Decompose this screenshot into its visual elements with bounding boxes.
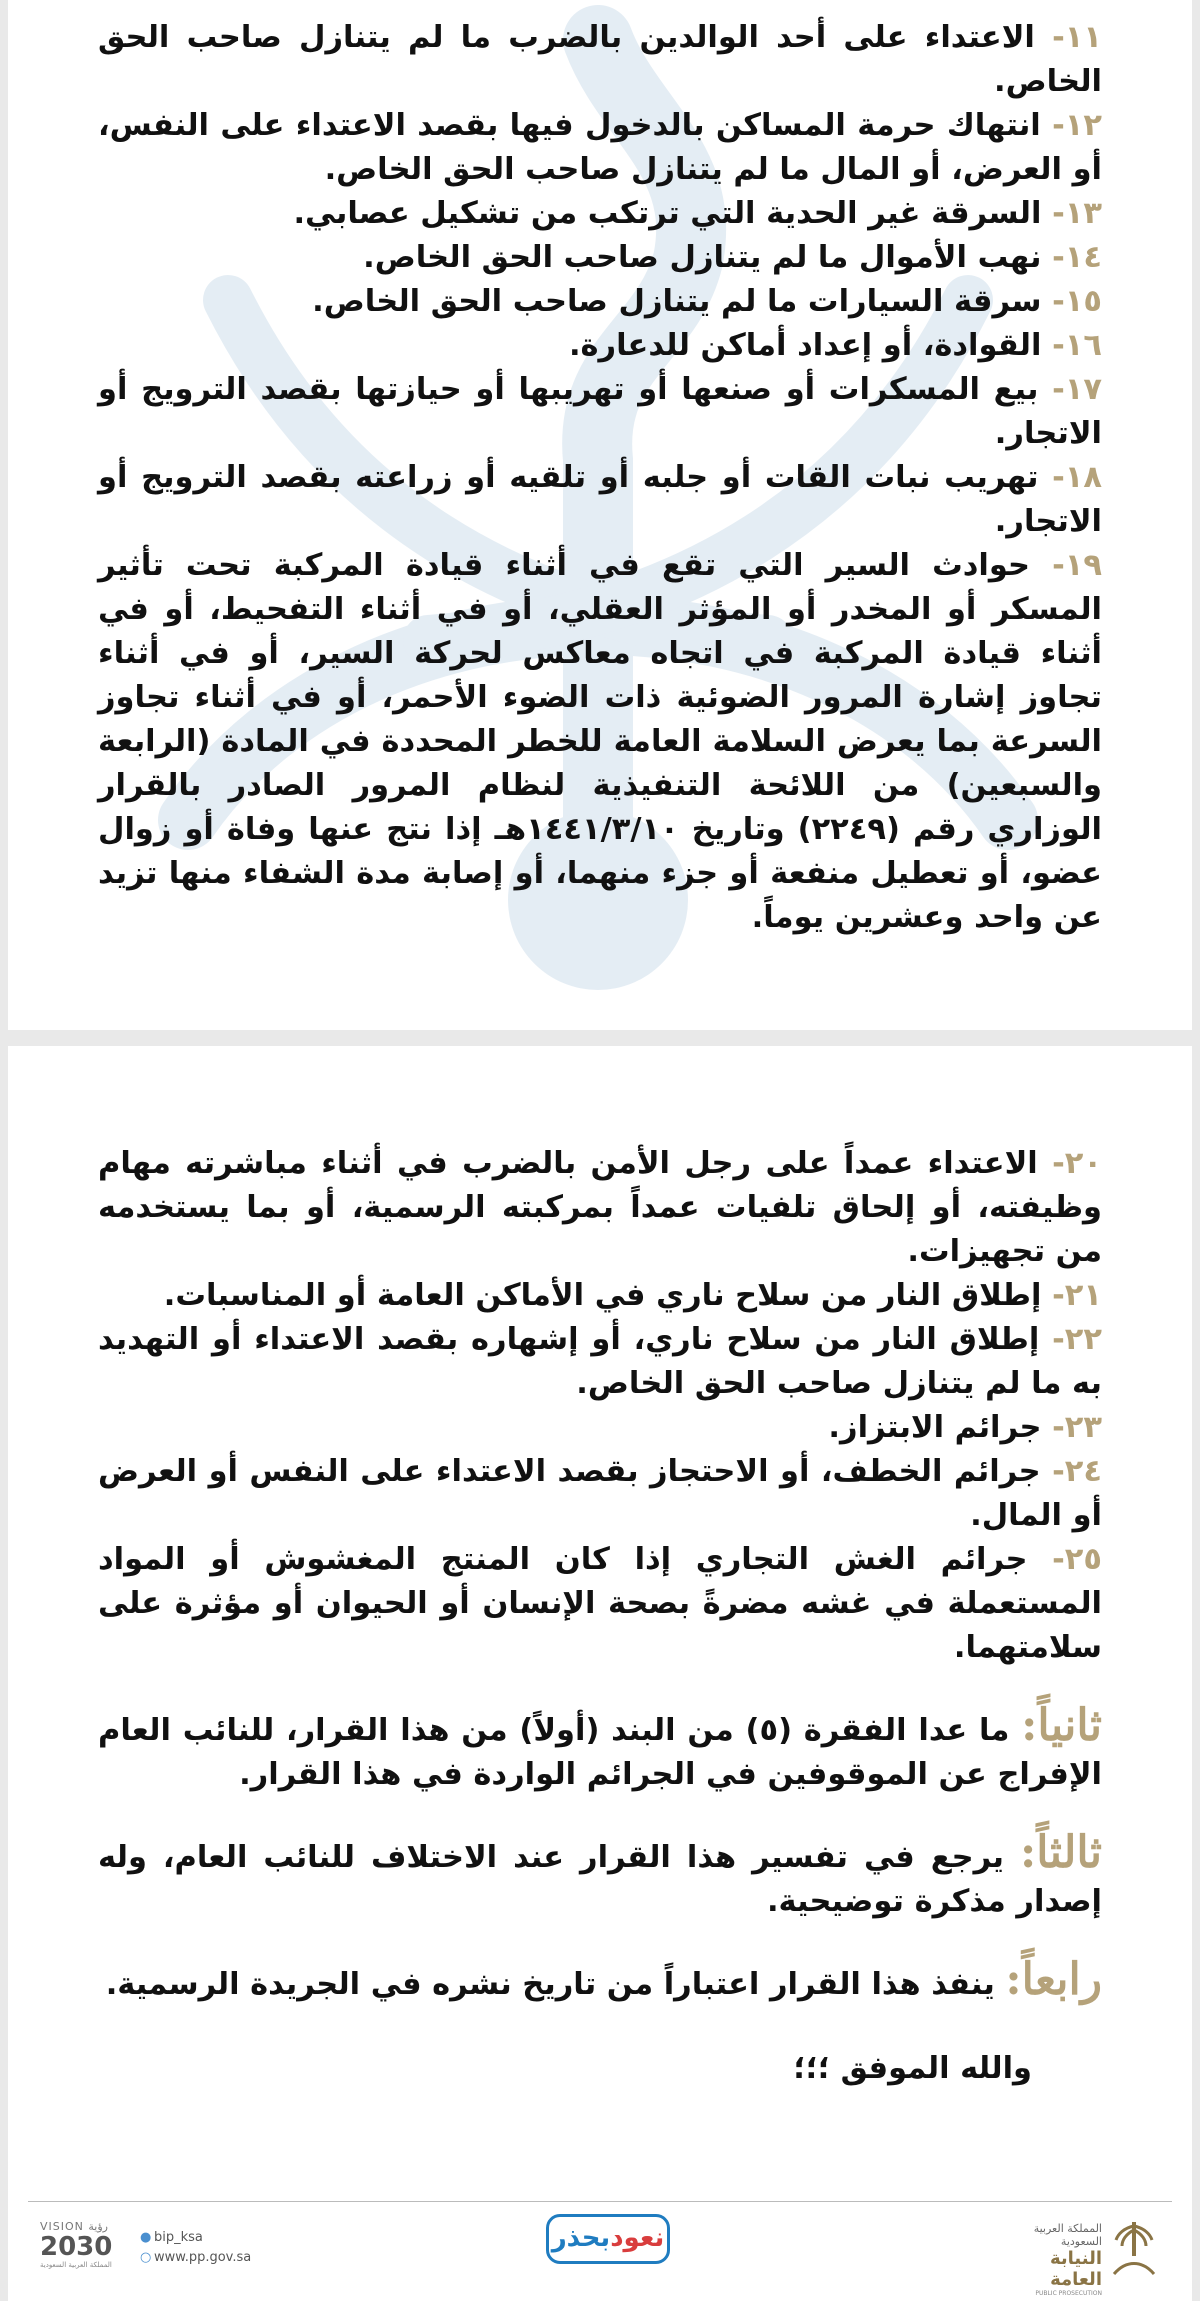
vision-2030-logo: VISION رؤية 2030 المملكة العربية السعودية	[40, 2220, 113, 2269]
section-fourth: رابعاً: ينفذ هذا القرار اعتباراً من تاريخ نشره في الجريدة الرسمية.	[105, 1954, 1102, 2005]
list-item: ٢١- إطلاق النار من سلاح ناري في الأماكن العامة أو المناسبات.	[163, 1278, 1102, 1313]
section-third: ثالثاً: يرجع في تفسير هذا القرار عند الاختلاف للنائب العام، وله إصدار مذكرة توضيحية.	[98, 1827, 1102, 1919]
decision-items-list-2	[98, 1142, 1102, 2091]
list-item: ١٦- القوادة، أو إعداد أماكن للدعارة.	[568, 328, 1102, 363]
social-links	[140, 2228, 251, 2268]
globe-icon: ○	[140, 2250, 152, 2265]
list-item: ١٤- نهب الأموال ما لم يتنازل صاحب الحق الخاص.	[363, 240, 1102, 275]
campaign-logo: نعودبحذر	[546, 2214, 670, 2264]
decision-items-list-1	[98, 16, 1102, 940]
list-item: ١٩- حوادث السير التي تقع في أثناء قيادة المركبة تحت تأثير المسكر أو المخدر أو المؤثر العقلي، أو في أثناء التفحيط، أو في أثناء قيادة المركبة في اتجاه معاكس لحركة السير، أو في أثناء تجاوز إشارة المرور الضوئية ذات الضوء الأحمر، أو في أثناء تجاوز السرعة بما يعرض السلامة العامة للخطر المحددة في المادة (الرابعة والسبعين) من اللائحة التنفيذية لنظام المرور الصادر بالقرار الوزاري رقم (٢٢٤٩) وتاريخ ١٤٤١/٣/١٠هـ إذا نتج عنها وفاة أو زوال عضو، أو تعطيل منفعة أو جزء منهما، أو إصابة مدة الشفاء منها تزيد عن واحد وعشرين يوماً.	[98, 548, 1102, 935]
list-item: ٢٣- جرائم الابتزاز.	[828, 1410, 1102, 1445]
section-second: ثانياً: ما عدا الفقرة (٥) من البند (أولاً) من هذا القرار، للنائب العام الإفراج عن الموقوفين في الجرائم الواردة في هذا القرار.	[98, 1700, 1102, 1792]
list-item: ١٢- انتهاك حرمة المساكن بالدخول فيها بقصد الاعتداء على النفس، أو العرض، أو المال ما لم يتنازل صاحب الحق الخاص.	[98, 108, 1102, 187]
closing-phrase: والله الموفق ؛؛؛	[793, 2051, 1032, 2086]
twitter-link[interactable]: ● bip_ksa	[140, 2228, 251, 2248]
list-item: ٢٤- جرائم الخطف، أو الاحتجاز بقصد الاعتداء على النفس أو العرض أو المال.	[98, 1454, 1102, 1533]
page-footer	[28, 2201, 1172, 2301]
public-prosecution-logo: المملكة العربية السعودية النيابة العامة PUBLIC PROSECUTION	[992, 2216, 1162, 2286]
list-item: ١٣- السرقة غير الحدية التي ترتكب من تشكيل عصابي.	[293, 196, 1102, 231]
list-item: ١٥- سرقة السيارات ما لم يتنازل صاحب الحق الخاص.	[312, 284, 1102, 319]
palm-swords-emblem-icon	[1106, 2216, 1162, 2282]
document-page-2	[8, 1046, 1192, 2301]
list-item: ١١- الاعتداء على أحد الوالدين بالضرب ما لم يتنازل صاحب الحق الخاص.	[98, 20, 1102, 99]
list-item: ١٨- تهريب نبات القات أو جلبه أو تلقيه أو زراعته بقصد الترويج أو الاتجار.	[98, 460, 1102, 539]
section-heading: ثانياً:	[1021, 1700, 1102, 1751]
twitter-icon: ●	[140, 2230, 152, 2245]
list-item: ٢٥- جرائم الغش التجاري إذا كان المنتج المغشوش أو المواد المستعملة في غشه مضرةً بصحة الإنسان أو الحيوان أو مؤثرة على سلامتهما.	[98, 1542, 1102, 1665]
list-item: ١٧- بيع المسكرات أو صنعها أو تهريبها أو حيازتها بقصد الترويج أو الاتجار.	[98, 372, 1102, 451]
document-page-1	[8, 0, 1192, 1030]
section-heading: ثالثاً:	[1020, 1827, 1102, 1878]
list-item: ٢٠- الاعتداء عمداً على رجل الأمن بالضرب في أثناء مباشرته مهام وظيفته، أو إلحاق تلفيات عمداً بمركبته الرسمية، أو بما يستخدمه من تجهيزات.	[98, 1146, 1102, 1269]
website-link[interactable]: ○ www.pp.gov.sa	[140, 2248, 251, 2268]
section-heading: رابعاً:	[1005, 1954, 1102, 2005]
list-item: ٢٢- إطلاق النار من سلاح ناري، أو إشهاره بقصد الاعتداء أو التهديد به ما لم يتنازل صاحب الحق الخاص.	[98, 1322, 1102, 1401]
